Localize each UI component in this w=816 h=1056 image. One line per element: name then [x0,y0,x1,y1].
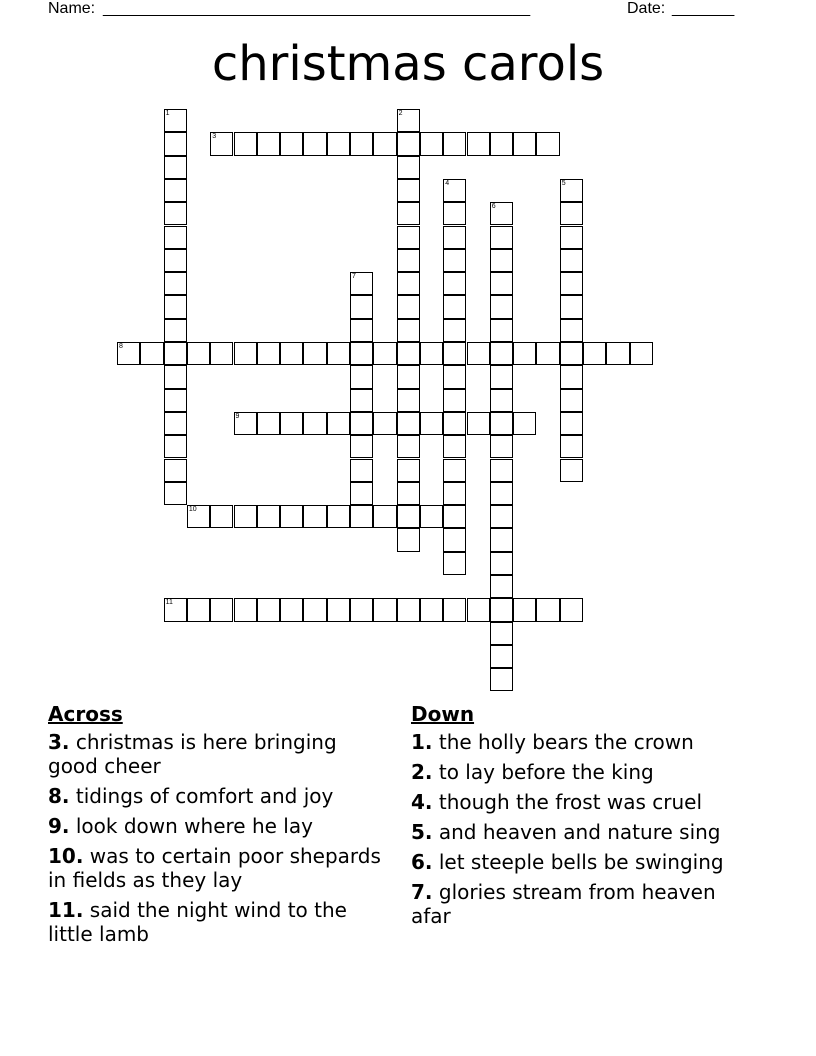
cell-number: 11 [165,599,173,607]
cell-number: 7 [352,273,356,281]
grid-cell[interactable] [443,295,466,318]
down-heading: Down [411,702,475,726]
grid-cell[interactable] [560,295,583,318]
grid-cell[interactable] [397,179,420,202]
grid-cell[interactable] [373,598,396,621]
grid-cell[interactable] [467,342,490,365]
cell-number: 10 [188,506,197,514]
grid-cell[interactable] [164,109,187,132]
clue-text: though the frost was cruel [438,790,703,814]
grid-cell[interactable] [536,342,559,365]
grid-cell[interactable] [164,226,187,249]
cell-number: 8 [119,343,123,350]
grid-cell[interactable] [350,272,373,295]
grid-cell[interactable] [443,389,466,412]
grid-cell[interactable] [303,132,326,155]
grid-cell[interactable] [490,389,513,412]
grid-cell[interactable] [257,412,280,435]
grid-cell[interactable] [234,412,257,435]
grid-cell[interactable] [373,412,396,435]
clue-number: 6. [411,850,433,874]
grid-cell[interactable] [490,505,513,528]
across-clues [48,702,388,952]
grid-cell[interactable] [397,295,420,318]
grid-cell[interactable] [187,505,210,528]
grid-cell[interactable] [140,342,163,365]
grid-cell[interactable] [257,132,280,155]
grid-cell[interactable] [210,598,233,621]
down-clues [411,702,761,934]
grid-cell[interactable] [350,482,373,505]
grid-cell[interactable] [490,295,513,318]
grid-cell[interactable] [164,412,187,435]
grid-cell[interactable] [560,435,583,458]
grid-cell[interactable] [443,319,466,342]
grid-cell[interactable] [536,132,559,155]
grid-cell[interactable] [164,342,187,365]
grid-cell[interactable] [420,598,443,621]
grid-cell[interactable] [443,132,466,155]
grid-cell[interactable] [350,505,373,528]
grid-cell[interactable] [513,132,536,155]
cell-number: 3 [212,133,217,141]
grid-cell[interactable] [234,132,257,155]
across-clue [48,784,388,808]
grid-cell[interactable] [490,435,513,458]
grid-cell[interactable] [560,202,583,225]
grid-cell[interactable] [303,505,326,528]
grid-cell[interactable] [234,598,257,621]
grid-cell[interactable] [467,132,490,155]
cell-number: 4 [445,179,450,187]
grid-cell[interactable] [164,249,187,272]
grid-cell[interactable] [164,156,187,179]
grid-cell[interactable] [210,505,233,528]
grid-cell[interactable] [397,505,420,528]
cell-number: 5 [561,179,566,187]
grid-cell[interactable] [560,226,583,249]
grid-cell[interactable] [490,412,513,435]
grid-cell[interactable] [560,365,583,388]
grid-cell[interactable] [397,389,420,412]
grid-cell[interactable] [397,109,420,132]
grid-cell[interactable] [397,528,420,551]
clue-number: 5. [411,820,433,844]
grid-cell[interactable] [443,435,466,458]
grid-cell[interactable] [397,156,420,179]
cell-number: 9 [235,412,240,420]
grid-cell[interactable] [164,179,187,202]
grid-cell[interactable] [490,528,513,551]
grid-cell[interactable] [397,459,420,482]
grid-cell[interactable] [443,226,466,249]
grid-cell[interactable] [350,132,373,155]
grid-cell[interactable] [490,342,513,365]
grid-cell[interactable] [420,132,443,155]
clue-text: and heaven and nature sing [438,820,721,844]
grid-cell[interactable] [443,505,466,528]
down-clue [411,880,761,928]
grid-cell[interactable] [467,598,490,621]
grid-cell[interactable] [350,342,373,365]
grid-cell[interactable] [164,295,187,318]
grid-cell[interactable] [490,575,513,598]
grid-cell[interactable] [560,342,583,365]
grid-cell[interactable] [164,319,187,342]
grid-cell[interactable] [350,319,373,342]
grid-cell[interactable] [373,505,396,528]
grid-cell[interactable] [164,389,187,412]
grid-cell[interactable] [397,365,420,388]
name-field[interactable]: ________________________________________________ [103,0,531,17]
grid-cell[interactable] [303,598,326,621]
down-clue [411,850,761,874]
page-title: christmas carols [211,36,605,92]
clue-number: 2. [411,760,433,784]
grid-cell[interactable] [280,505,303,528]
down-clue [411,760,761,784]
grid-cell[interactable] [443,365,466,388]
grid-cell[interactable] [606,342,629,365]
grid-cell[interactable] [257,598,280,621]
grid-cell[interactable] [303,412,326,435]
grid-cell[interactable] [350,365,373,388]
clue-text: said the night wind to the little lamb [48,898,347,946]
grid-cell[interactable] [397,249,420,272]
grid-cell[interactable] [117,342,140,365]
grid-cell[interactable] [164,132,187,155]
across-clue [48,898,388,946]
clue-text: let steeple bells be swinging [438,850,724,874]
grid-cell[interactable] [397,132,420,155]
grid-cell[interactable] [490,552,513,575]
grid-cell[interactable] [210,342,233,365]
grid-cell[interactable] [443,412,466,435]
grid-cell[interactable] [490,132,513,155]
grid-cell[interactable] [420,412,443,435]
grid-cell[interactable] [420,505,443,528]
grid-cell[interactable] [350,459,373,482]
grid-cell[interactable] [257,342,280,365]
grid-cell[interactable] [560,598,583,621]
grid-cell[interactable] [560,412,583,435]
grid-cell[interactable] [467,412,490,435]
clue-number: 1. [411,730,433,754]
grid-cell[interactable] [397,202,420,225]
grid-cell[interactable] [443,249,466,272]
grid-cell[interactable] [373,132,396,155]
grid-cell[interactable] [560,249,583,272]
grid-cell[interactable] [164,435,187,458]
grid-cell[interactable] [490,459,513,482]
grid-cell[interactable] [490,249,513,272]
header-name-label: Name: [48,0,96,17]
grid-cell[interactable] [443,552,466,575]
grid-cell[interactable] [303,342,326,365]
grid-cell[interactable] [443,179,466,202]
down-clue [411,820,761,844]
grid-cell[interactable] [164,365,187,388]
cell-number: 1 [165,110,170,117]
grid-cell[interactable] [164,202,187,225]
grid-cell[interactable] [327,132,350,155]
grid-cell[interactable] [490,668,513,691]
clue-text: christmas is here bringing good cheer [48,730,337,778]
grid-cell[interactable] [327,412,350,435]
grid-cell[interactable] [210,132,233,155]
clue-number: 10. [48,844,84,868]
clue-text: look down where he lay [75,814,313,838]
grid-cell[interactable] [397,342,420,365]
grid-cell[interactable] [164,598,187,621]
grid-cell[interactable] [187,342,210,365]
clue-number: 9. [48,814,70,838]
grid-cell[interactable] [350,389,373,412]
across-clue [48,844,388,892]
across-clue [48,730,388,778]
clue-text: to lay before the king [438,760,654,784]
grid-cell[interactable] [513,598,536,621]
grid-cell[interactable] [490,482,513,505]
grid-cell[interactable] [513,412,536,435]
grid-cell[interactable] [583,342,606,365]
clue-text: glories stream from heaven afar [411,880,716,928]
grid-cell[interactable] [560,459,583,482]
grid-cell[interactable] [536,598,559,621]
grid-cell[interactable] [164,482,187,505]
clue-text: tidings of comfort and joy [75,784,334,808]
grid-cell[interactable] [350,435,373,458]
grid-cell[interactable] [327,505,350,528]
grid-cell[interactable] [350,598,373,621]
grid-cell[interactable] [327,342,350,365]
grid-cell[interactable] [490,272,513,295]
grid-cell[interactable] [490,226,513,249]
grid-cell[interactable] [280,412,303,435]
grid-cell[interactable] [187,598,210,621]
grid-cell[interactable] [350,295,373,318]
clue-number: 4. [411,790,433,814]
grid-cell[interactable] [443,528,466,551]
grid-cell[interactable] [397,319,420,342]
clue-number: 3. [48,730,70,754]
grid-cell[interactable] [443,272,466,295]
cell-number: 6 [491,203,496,211]
grid-cell[interactable] [397,412,420,435]
grid-cell[interactable] [490,645,513,668]
down-clue [411,730,761,754]
grid-cell[interactable] [164,459,187,482]
grid-cell[interactable] [397,435,420,458]
clue-text: the holly bears the crown [438,730,694,754]
grid-cell[interactable] [490,598,513,621]
down-clue [411,790,761,814]
grid-cell[interactable] [443,202,466,225]
grid-cell[interactable] [630,342,653,365]
across-heading: Across [48,702,123,726]
grid-cell[interactable] [280,342,303,365]
grid-cell[interactable] [490,202,513,225]
header-date-label: Date: [627,0,666,17]
date-field[interactable]: _______ [672,0,735,17]
grid-cell[interactable] [513,342,536,365]
clue-text: was to certain poor shepards in fields as they lay [48,844,381,892]
grid-cell[interactable] [327,598,350,621]
clue-number: 8. [48,784,70,808]
grid-cell[interactable] [560,389,583,412]
grid-cell[interactable] [560,319,583,342]
grid-cell[interactable] [490,365,513,388]
cell-number: 2 [398,110,403,117]
grid-cell[interactable] [373,342,396,365]
grid-cell[interactable] [443,342,466,365]
grid-cell[interactable] [280,132,303,155]
grid-cell[interactable] [397,272,420,295]
clue-number: 7. [411,880,433,904]
grid-cell[interactable] [164,272,187,295]
grid-cell[interactable] [397,598,420,621]
grid-cell[interactable] [420,342,443,365]
grid-cell[interactable] [490,622,513,645]
grid-cell[interactable] [280,598,303,621]
clue-number: 11. [48,898,84,922]
grid-cell[interactable] [257,505,280,528]
grid-cell[interactable] [443,598,466,621]
grid-cell[interactable] [490,319,513,342]
grid-cell[interactable] [397,482,420,505]
grid-cell[interactable] [234,342,257,365]
grid-cell[interactable] [560,272,583,295]
grid-cell[interactable] [397,226,420,249]
grid-cell[interactable] [560,179,583,202]
grid-cell[interactable] [443,482,466,505]
grid-cell[interactable] [234,505,257,528]
across-clue [48,814,388,838]
grid-cell[interactable] [350,412,373,435]
grid-cell[interactable] [443,459,466,482]
